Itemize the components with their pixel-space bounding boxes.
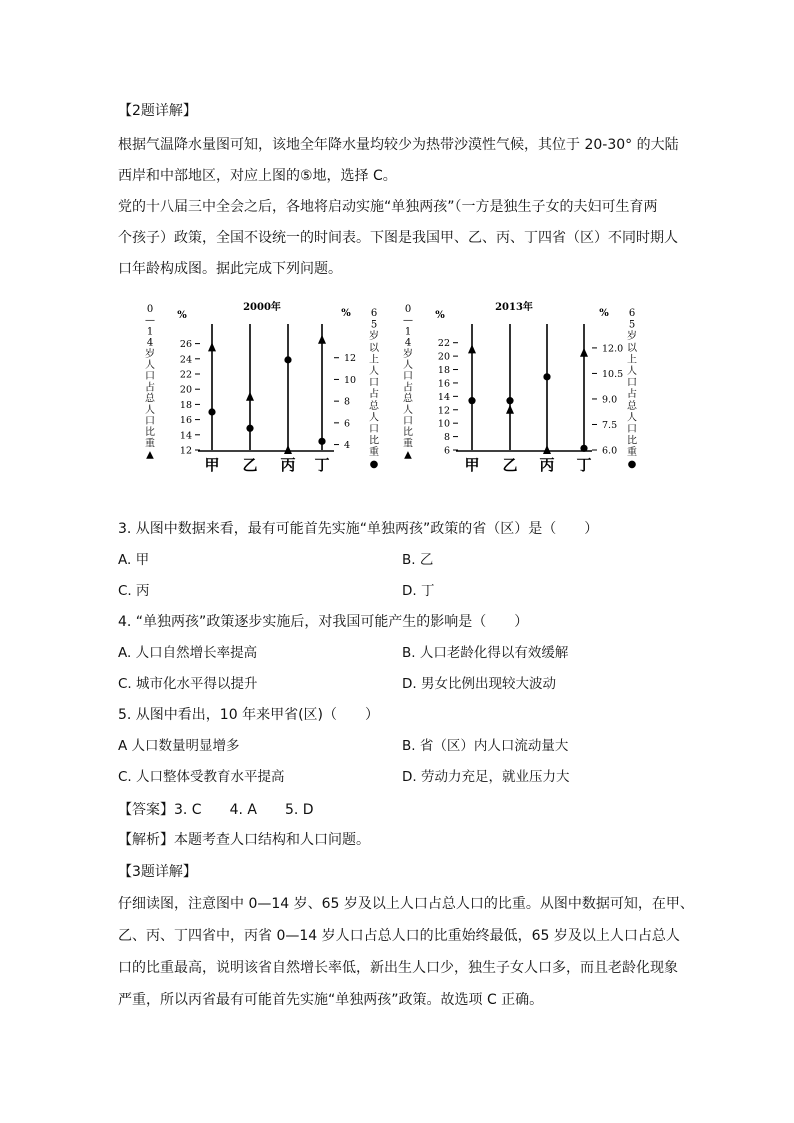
right-tick-label: 10.5: [602, 368, 624, 380]
right-axis-title: 人: [369, 412, 379, 424]
analysis-line: 【解析】本题考查人口结构和人口问题。: [118, 832, 370, 848]
paragraph-line: 西岸和中部地区，对应上图的⑤地，选择 C。: [118, 168, 397, 184]
right-tick-label: 12.0: [602, 343, 624, 355]
paragraph-line: 口的比重最高，说明该省自然增长率低，新出生人口少，独生子女人口多，而且老龄化现象: [118, 960, 678, 976]
right-tick-label: 8: [344, 396, 351, 408]
left-axis-title: 重: [403, 438, 413, 450]
circle-marker: [543, 373, 550, 380]
right-tick-label: 10: [344, 374, 357, 386]
chart-title: 2000年: [243, 302, 281, 313]
category-label: 乙: [242, 456, 258, 474]
question-3-stem: 3. 从图中数据来看，最有可能首先实施“单独两孩”政策的省（区）是（ ）: [118, 521, 599, 537]
category-label: 丁: [576, 456, 592, 474]
paragraph-line: 乙、丙、丁四省中，丙省 0—14 岁人口占总人口的比重始终最低，65 岁及以上人口占总人: [118, 928, 680, 944]
section-2-header: 【2题详解】: [118, 103, 197, 119]
category-label: 甲: [204, 456, 220, 474]
left-axis-title: 口: [403, 371, 413, 383]
right-axis-title: 口: [627, 424, 637, 435]
circle-marker: [468, 397, 475, 404]
left-tick-label: 22: [437, 338, 450, 350]
left-tick-label: 16: [179, 415, 192, 427]
section-3-header: 【3题详解】: [118, 864, 197, 880]
left-tick-label: 26: [179, 339, 192, 351]
left-axis-title: 人: [403, 360, 413, 371]
right-tick-label: 7.5: [602, 419, 618, 431]
category-label: 丁: [314, 456, 330, 474]
right-axis-title: 人: [627, 412, 637, 424]
right-axis-title: 人: [369, 366, 379, 377]
left-axis-title: 口: [403, 416, 413, 427]
right-axis-title: 上: [627, 354, 637, 366]
left-axis-title: 人: [145, 360, 155, 371]
age-structure-charts: [142, 298, 662, 498]
left-axis-title: 总: [145, 393, 155, 405]
right-unit-label: %: [599, 308, 609, 319]
right-tick-label: 6.0: [602, 445, 618, 457]
triangle-marker: [208, 342, 216, 351]
left-axis-title: 0: [404, 304, 412, 315]
triangle-marker: [318, 335, 326, 344]
paragraph-line: 严重，所以丙省最有可能首先实施“单独两孩”政策。故选项 C 正确。: [118, 992, 544, 1008]
left-axis-title: 4: [404, 337, 412, 349]
left-tick-label: 20: [437, 351, 450, 363]
right-axis-title: 岁: [369, 331, 379, 343]
paragraph-line: 根据气温降水量图可知，该地全年降水量均较少为热带沙漠性气候，其位于 20-30° 的大陆: [118, 137, 679, 153]
circle-marker: [208, 408, 215, 415]
question-5-stem: 5. 从图中看出，10 年来甲省(区)（ ）: [118, 707, 379, 723]
right-axis-title: 6: [628, 308, 636, 319]
category-label: 丙: [539, 456, 555, 474]
left-axis-title: 口: [145, 371, 155, 383]
left-axis-title: 1: [146, 326, 154, 338]
left-axis-title: 人: [403, 404, 413, 416]
question-3-option-d: D. 丁: [402, 583, 435, 599]
left-axis-title: 占: [145, 382, 155, 394]
paragraph-line: 口年龄构成图。据此完成下列问题。: [118, 261, 342, 277]
left-axis-title: 重: [145, 438, 155, 450]
left-axis-title: 比: [145, 427, 155, 439]
question-4-option-b: B. 人口老龄化得以有效缓解: [402, 645, 569, 661]
circle-marker: [246, 425, 253, 432]
left-tick-label: 6: [443, 445, 450, 457]
right-axis-title: 比: [627, 435, 637, 447]
question-4-stem: 4. “单独两孩”政策逐步实施后，对我国可能产生的影响是（ ）: [118, 614, 529, 630]
right-axis-title: 人: [627, 366, 637, 377]
right-tick-label: 6: [344, 418, 351, 430]
question-3-option-a: A. 甲: [118, 552, 150, 568]
right-axis-title: 以: [627, 342, 637, 354]
right-tick-label: 9.0: [602, 394, 618, 406]
triangle-marker: [580, 348, 588, 357]
left-tick-label: 12: [179, 445, 192, 457]
age-structure-figure: [142, 298, 662, 498]
left-tick-label: 18: [179, 399, 192, 411]
question-4-option-d: D. 男女比例出现较大波动: [402, 676, 556, 692]
left-tick-label: 20: [179, 384, 192, 396]
right-axis-title: 总: [369, 400, 379, 412]
left-unit-label: %: [177, 310, 187, 321]
circle-marker: [580, 445, 587, 452]
right-axis-title: 口: [627, 377, 637, 389]
left-tick-label: 18: [437, 365, 450, 377]
left-tick-label: 10: [437, 418, 450, 430]
right-axis-title: 占: [369, 389, 379, 401]
left-axis-title: ▲: [146, 449, 154, 461]
triangle-marker: [543, 445, 551, 454]
right-axis-title: 岁: [627, 331, 637, 343]
left-tick-label: 14: [179, 430, 192, 442]
question-4-option-c: C. 城市化水平得以提升: [118, 676, 258, 692]
right-axis-title: 口: [369, 424, 379, 435]
left-axis-title: 人: [145, 404, 155, 416]
left-axis-title: 4: [146, 337, 154, 349]
left-axis-title: 比: [403, 427, 413, 439]
right-tick-label: 12: [344, 353, 357, 365]
left-axis-title: 1: [404, 326, 412, 338]
question-4-option-a: A. 人口自然增长率提高: [118, 645, 258, 661]
left-axis-title: 口: [145, 416, 155, 427]
question-5-option-a: A 人口数量明显增多: [118, 738, 240, 754]
category-label: 甲: [464, 456, 480, 474]
circle-marker: [506, 397, 513, 404]
triangle-marker: [246, 392, 254, 401]
triangle-marker: [468, 344, 476, 353]
category-label: 丙: [280, 456, 296, 474]
triangle-marker: [284, 445, 292, 454]
left-axis-title: —: [403, 315, 413, 327]
right-axis-title: 重: [627, 447, 637, 459]
paragraph-line: 仔细读图，注意图中 0—14 岁、65 岁及以上人口占总人口的比重。从图中数据可知，在甲、: [118, 896, 694, 912]
right-axis-title: 重: [369, 447, 379, 459]
question-3-option-b: B. 乙: [402, 552, 434, 568]
answer-line: 【答案】3. C 4. A 5. D: [118, 802, 314, 818]
right-axis-title: ●: [369, 458, 379, 470]
left-tick-label: 14: [437, 391, 450, 403]
left-tick-label: 24: [179, 354, 192, 366]
circle-marker: [318, 438, 325, 445]
chart-title: 2013年: [495, 302, 533, 313]
right-axis-title: 6: [370, 308, 378, 319]
left-tick-label: 16: [437, 378, 450, 390]
left-axis-title: 岁: [145, 348, 155, 360]
left-axis-title: ▲: [404, 449, 412, 461]
question-5-option-d: D. 劳动力充足，就业压力大: [402, 769, 570, 785]
paragraph-line: 党的十八届三中全会之后，各地将启动实施“单独两孩”（一方是独生子女的夫妇可生育两: [118, 199, 658, 215]
paragraph-line: 个孩子）政策，全国不设统一的时间表。下图是我国甲、乙、丙、丁四省（区）不同时期人: [118, 230, 678, 246]
right-axis-title: 总: [627, 400, 637, 412]
left-axis-title: 占: [403, 382, 413, 394]
right-tick-label: 4: [344, 440, 351, 452]
right-axis-title: 以: [369, 342, 379, 354]
right-axis-title: 口: [369, 377, 379, 389]
left-axis-title: 0: [146, 304, 154, 315]
left-axis-title: —: [145, 315, 155, 327]
left-axis-title: 岁: [403, 348, 413, 360]
triangle-marker: [506, 405, 514, 414]
left-unit-label: %: [435, 310, 445, 321]
right-axis-title: 比: [369, 435, 379, 447]
left-tick-label: 22: [179, 369, 192, 381]
question-5-option-c: C. 人口整体受教育水平提高: [118, 769, 285, 785]
left-axis-title: 总: [403, 393, 413, 405]
question-5-option-b: B. 省（区）内人口流动量大: [402, 738, 569, 754]
right-axis-title: 上: [369, 354, 379, 366]
right-axis-title: 5: [628, 319, 636, 331]
category-label: 乙: [502, 456, 518, 474]
right-axis-title: 5: [370, 319, 378, 331]
question-3-option-c: C. 丙: [118, 583, 150, 599]
right-axis-title: ●: [627, 458, 637, 470]
right-unit-label: %: [341, 308, 351, 319]
right-axis-title: 占: [627, 389, 637, 401]
circle-marker: [284, 356, 291, 363]
left-tick-label: 8: [443, 432, 450, 444]
left-tick-label: 12: [437, 405, 450, 417]
